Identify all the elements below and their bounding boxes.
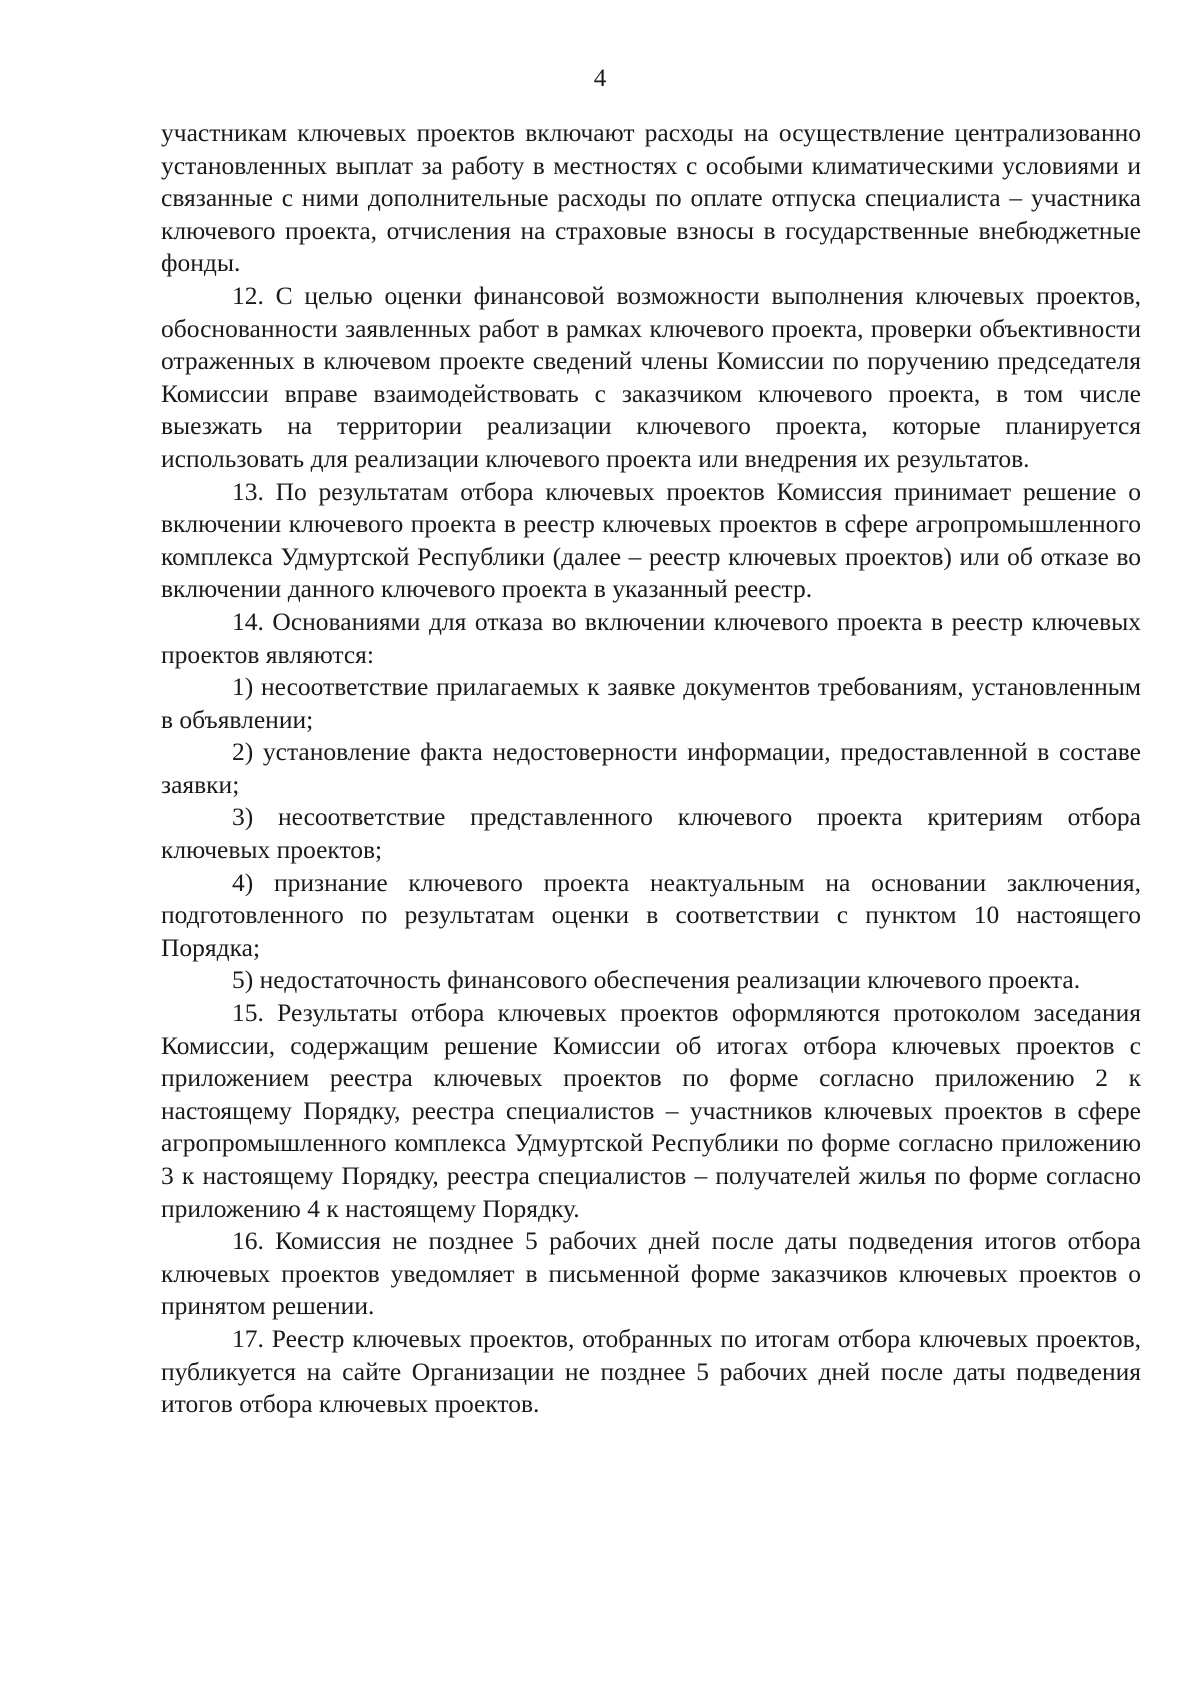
- paragraph-16: 16. Комиссия не позднее 5 рабочих дней после даты подведения итогов отбора ключевых проектов уведомляет в письменной форме заказчиков ключевых проектов о принятом решении.: [161, 1226, 1141, 1321]
- paragraph-12: 12. С целью оценки финансовой возможности выполнения ключевых проектов, обоснованности заявленных работ в рамках ключевого проекта, проверки объективности отраженных в ключевом проекте сведений члены Комиссии по поручению председателя Комиссии вправе взаимодействовать с заказчиком ключевого проекта, в том числе выезжать на территории реализации ключевого проекта, которые планируется использовать для реализации ключевого проекта или внедрения их результатов.: [161, 280, 1141, 473]
- list-item-2: 2) установление факта недостоверности информации, предоставленной в составе заявки;: [161, 737, 1141, 799]
- list-item-5: 5) недостаточность финансового обеспечения реализации ключевого проекта.: [232, 965, 1081, 995]
- list-item-1: 1) несоответствие прилагаемых к заявке документов требованиям, установленным в объявлении;: [161, 672, 1141, 734]
- paragraph-13: 13. По результатам отбора ключевых проектов Комиссия принимает решение о включении ключевого проекта в реестр ключевых проектов в сфере агропромышленного комплекса Удмуртской Республики (далее – реестр ключевых проектов) или об отказе во включении данного ключевого проекта в указанный реестр.: [161, 476, 1141, 604]
- paragraph-continuation: участникам ключевых проектов включают расходы на осуществление централизованно установленных выплат за работу в местностях с особыми климатическими условиями и связанные с ними дополнительные расходы по оплате отпуска специалиста – участника ключевого проекта, отчисления на страховые взносы в государственные внебюджетные фонды.: [161, 118, 1141, 278]
- paragraph-14: 14. Основаниями для отказа во включении ключевого проекта в реестр ключевых проектов являются:: [161, 606, 1141, 669]
- paragraph-15: 15. Результаты отбора ключевых проектов оформляются протоколом заседания Комиссии, содержащим решение Комиссии об итогах отбора ключевых проектов с приложением реестра ключевых проектов по форме согласно приложению 2 к настоящему Порядку, реестра специалистов – участников ключевых проектов в сфере агропромышленного комплекса Удмуртской Республики по форме согласно приложению 3 к настоящему Порядку, реестра специалистов – получателей жилья по форме согласно приложению 4 к настоящему Порядку.: [161, 998, 1141, 1223]
- list-item-4: 4) признание ключевого проекта неактуальным на основании заключения, подготовленного по результатам оценки в соответствии с пунктом 10 настоящего Порядка;: [161, 867, 1141, 962]
- list-item-3: 3) несоответствие представленного ключевого проекта критериям отбора ключевых проектов;: [161, 802, 1141, 865]
- document-body: [161, 117, 1141, 1421]
- page-number: 4: [593, 65, 607, 92]
- paragraph-17: 17. Реестр ключевых проектов, отобранных по итогам отбора ключевых проектов, публикуется на сайте Организации не позднее 5 рабочих дней после даты подведения итогов отбора ключевых проектов.: [161, 1323, 1141, 1419]
